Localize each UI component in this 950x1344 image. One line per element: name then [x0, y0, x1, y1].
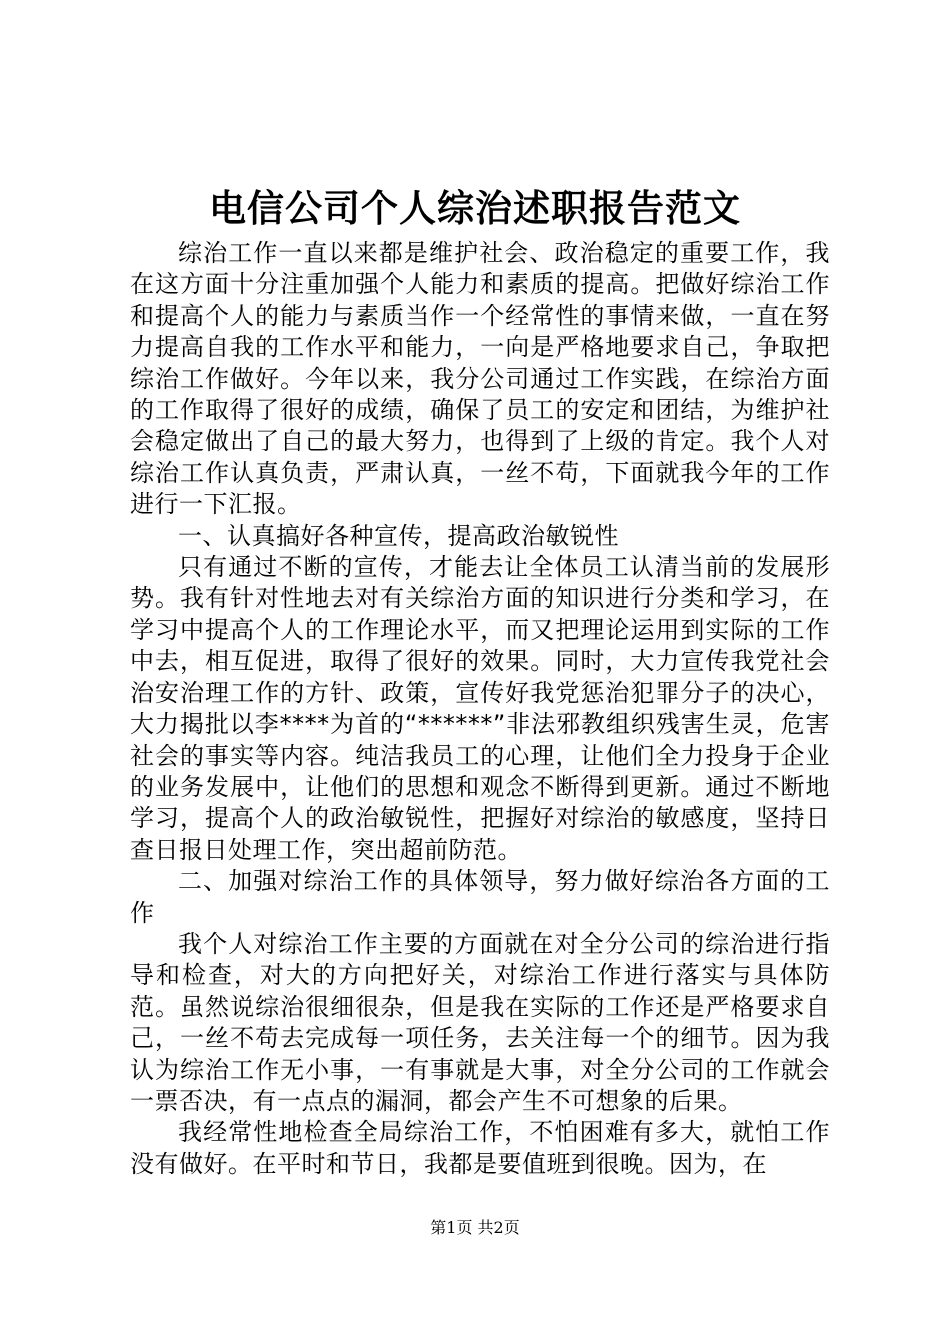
document-body [130, 238, 830, 1180]
page-number-footer: 第1页 共2页 [430, 1218, 520, 1237]
section-heading-2: 二、加强对综治工作的具体领导，努力做好综治各方面的工作 [130, 867, 830, 927]
section-heading-1: 一、认真搞好各种宣传，提高政治敏锐性 [178, 521, 619, 550]
paragraph-section-1: 只有通过不断的宣传，才能去让全体员工认清当前的发展形势。我有针对性地去对有关综治方面的知识进行分类和学习，在学习中提高个人的工作理论水平，而又把理论运用到实际的工作中去，相互促进，取得了很好的效果。同时，大力宣传我党社会治安治理工作的方针、政策，宣传好我党惩治犯罪分子的决心，大力揭批以李****为首的“******”非法邪教组织残害生灵，危害社会的事实等内容。纯洁我员工的心理，让他们全力投身于企业的业务发展中，让他们的思想和观念不断得到更新。通过不断地学习，提高个人的政治敏锐性，把握好对综治的敏感度，坚持日查日报日处理工作，突出超前防范。 [130, 553, 830, 864]
document-title: 电信公司个人综治述职报告范文 [209, 186, 741, 230]
paragraph-section-2: 我个人对综治工作主要的方面就在对全分公司的综治进行指导和检查，对大的方向把好关，对综治工作进行落实与具体防范。虽然说综治很细很杂，但是我在实际的工作还是严格要求自己，一丝不苟去完成每一项任务，去关注每一个的细节。因为我认为综治工作无小事，一有事就是大事，对全分公司的工作就会一票否决，有一点点的漏洞，都会产生不可想象的后果。 [130, 929, 830, 1115]
paragraph-intro: 综治工作一直以来都是维护社会、政治稳定的重要工作，我在这方面十分注重加强个人能力和素质的提高。把做好综治工作和提高个人的能力与素质当作一个经常性的事情来做，一直在努力提高自我的工作水平和能力，一向是严格地要求自己，争取把综治工作做好。今年以来，我分公司通过工作实践，在综治方面的工作取得了很好的成绩，确保了员工的安定和团结，为维护社会稳定做出了自己的最大努力，也得到了上级的肯定。我个人对综治工作认真负责，严肃认真，一丝不苟，下面就我今年的工作进行一下汇报。 [130, 239, 830, 519]
paragraph-continued: 我经常性地检查全局综治工作，不怕困难有多大，就怕工作没有做好。在平时和节日，我都是要值班到很晚。因为，在 [130, 1118, 830, 1178]
